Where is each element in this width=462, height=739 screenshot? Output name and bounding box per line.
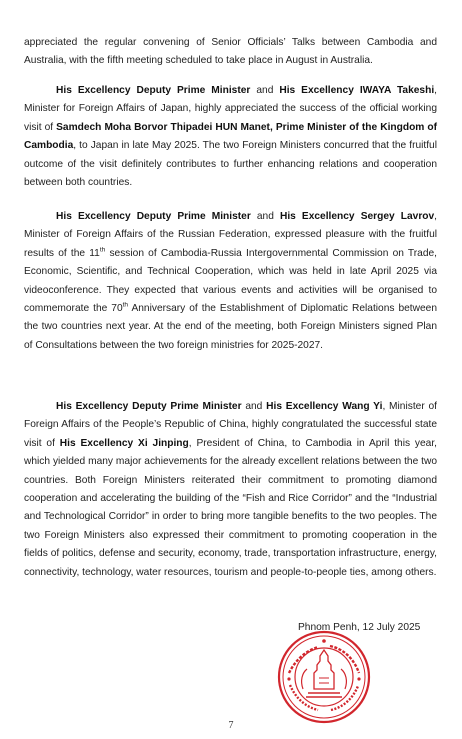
bold-name: His Excellency IWAYA Takeshi	[279, 85, 435, 96]
paragraph-text: and	[241, 401, 267, 412]
paragraph-text: appreciated the regular convening of Senior Officials’ Talks between Cambodia and Australia, with the fifth meeting scheduled to take place in August in Australia.	[24, 37, 437, 67]
paragraph-russia	[24, 208, 437, 355]
paragraph-text: session of Cambodia-Russia Intergovernmental Commission on Trade, Economic, Scientific, and Technical Cooperation, which was held in late April 2025 via videoconference. They expected that various events and activities will be organised to commemorate the 70	[24, 247, 437, 315]
bold-name: Samdech Moha Borvor Thipadei HUN Manet, Prime Minister of the Kingdom of Cambodia	[24, 121, 437, 152]
paragraph-china	[24, 398, 437, 582]
place-and-date: Phnom Penh, 12 July 2025	[298, 622, 421, 633]
paragraph-japan	[24, 82, 437, 192]
bold-name: His Excellency Wang Yi	[266, 401, 383, 412]
paragraph-text: , Minister of Foreign Affairs of the People’s Republic of China, highly congratulated the successful state visit of	[24, 401, 437, 449]
paragraph-text: and	[250, 85, 280, 96]
paragraph-text: , Minister for Foreign Affairs of Japan, highly appreciated the success of the official working visit of	[24, 85, 437, 133]
paragraph-text: Anniversary of the Establishment of Diplomatic Relations between the two countries next year. At the end of the meeting, both Foreign Ministers signed Plan of Consultations between the two foreign ministries for 2025-2027.	[24, 303, 437, 351]
bold-title: His Excellency Deputy Prime Minister	[56, 85, 251, 96]
bold-title: His Excellency Deputy Prime Minister	[56, 401, 242, 412]
bold-name: His Excellency Sergey Lavrov	[279, 211, 435, 222]
official-red-seal-icon	[276, 629, 372, 725]
bold-name: His Excellency Xi Jinping	[59, 437, 189, 449]
superscript: th	[99, 246, 106, 254]
paragraph-australia	[24, 34, 437, 71]
superscript: th	[122, 301, 129, 309]
paragraph-text: , to Japan in late May 2025. The two Foreign Ministers concurred that the fruitful outcome of the visit definitely contributes to further enhancing relations and cooperation between both countries.	[24, 140, 437, 189]
bold-title: His Excellency Deputy Prime Minister	[56, 211, 251, 222]
paragraph-text: , President of China, to Cambodia in April this year, which yielded many major achievements for the already excellent relations between the two countries. Both Foreign Ministers reiterated their commitment to promoting diamond cooperation and accelerating the building of the “Fish and Rice Corridor” and the “Industrial and Technological Corridor” in order to bring more tangible benefits to the two peoples. The two Foreign Ministers also expressed their commitment to promoting cooperation in the fields of politics, defense and security, economy, trade, transportation infrastructure, energy, connectivity, technology, water resources, tourism and people-to-people ties, among others.	[24, 437, 438, 578]
paragraph-text: and	[250, 211, 280, 222]
paragraph-text: , Minister of Foreign Affairs of the Russian Federation, expressed pleasure with the fruitful results of the 11	[24, 211, 438, 259]
page-number: 7	[228, 720, 234, 731]
